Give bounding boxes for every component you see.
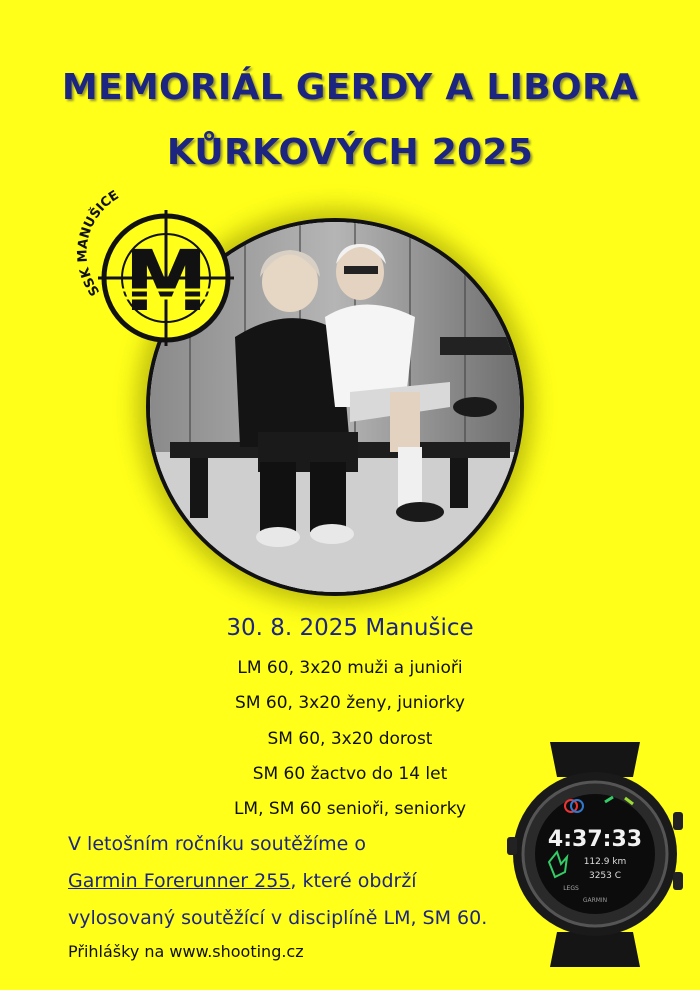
prize-line-3: vylosovaný soutěžící v disciplíně LM, SM 60. bbox=[68, 907, 488, 929]
watch-brand: GARMIN bbox=[582, 897, 608, 904]
watch-time: 4:37:33 bbox=[547, 827, 643, 852]
page-title-line-1: MEMORIÁL GERDY A LIBORA bbox=[61, 67, 639, 108]
watch-calories: 3253 C bbox=[588, 871, 622, 881]
watch-icon bbox=[505, 742, 685, 967]
prize-line-2-rest: , které obdrží bbox=[290, 870, 417, 892]
watch-distance: 112.9 km bbox=[583, 857, 627, 867]
garmin-watch-image bbox=[505, 742, 685, 967]
category-item: LM 60, 3x20 muži a junioři bbox=[237, 658, 463, 678]
prize-line-2 bbox=[68, 870, 417, 892]
category-item: SM 60, 3x20 dorost bbox=[267, 729, 433, 749]
event-date-place: 30. 8. 2025 Manušice bbox=[226, 615, 474, 641]
prize-line-1: V letošním ročníku soutěžíme o bbox=[68, 833, 366, 855]
logo-text: SSK MANUŠICE bbox=[75, 187, 122, 299]
category-item: SM 60 žactvo do 14 let bbox=[252, 764, 448, 784]
category-item: LM, SM 60 senioři, seniorky bbox=[233, 799, 467, 819]
prize-product: Garmin Forerunner 255 bbox=[68, 870, 291, 892]
target-crosshair-icon bbox=[70, 182, 242, 354]
club-logo bbox=[70, 182, 242, 354]
watch-legs-label: LEGS bbox=[563, 885, 579, 892]
registration-note: Přihlášky na www.shooting.cz bbox=[68, 942, 304, 961]
logo-letter: M bbox=[124, 232, 208, 330]
category-item: SM 60, 3x20 ženy, juniorky bbox=[235, 693, 465, 713]
page-title-line-2: KŮRKOVÝCH 2025 bbox=[166, 132, 534, 173]
